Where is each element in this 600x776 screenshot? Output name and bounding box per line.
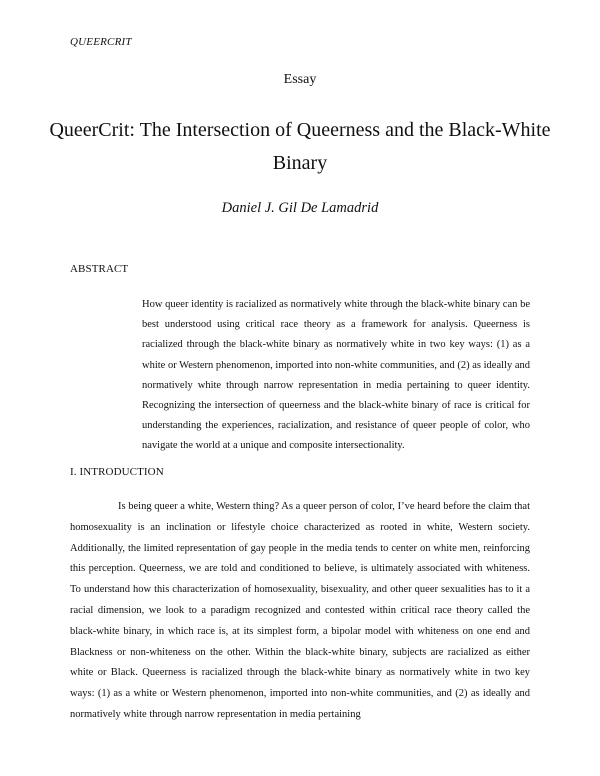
- abstract-heading: ABSTRACT: [70, 263, 129, 275]
- abstract-text: How queer identity is racialized as normatively white through the black-white binary can be best understood using critical race theory as a framework for analysis. Queerness is racialized through the black-white binary as normatively white in two key ways: (1) as a white or Western phenomenon, imported into non-white communities, and (2) as ideally and normatively white through narrow representation in media pertaining to queer identity. Recognizing the intersection of queerness and the black-white binary of race is critical for understanding the experiences, racialization, and resistance of queer people of color, who navigate the world at a unique and composite intersectionality.: [142, 299, 530, 452]
- article-title: QueerCrit: The Intersection of Queerness and the Black-White Binary: [49, 119, 551, 174]
- introduction-heading: I. INTRODUCTION: [70, 466, 164, 478]
- article-type: Essay: [283, 72, 317, 87]
- running-head: QUEERCRIT: [70, 36, 132, 48]
- introduction-text: Is being queer a white, Western thing? As a queer person of color, I’ve heard before the claim that homosexuality is an inclination or lifestyle choice characterized as rooted in white, Western society. Additionally, the limited representation of gay people in the media tends to center on white men, reinforcing this perception. Queerness, we are told and conditioned to believe, is ultimately associated with whiteness. To understand how this characterization of homosexuality, bisexuality, and other queer sexualities has to it a racial dimension, we look to a paradigm recognized and contested within critical race theory called the black-white binary, in which race is, at its simplest form, a bipolar model with whiteness on one end and Blackness or non-whiteness on the other. Within the black-white binary, subjects are racialized as either white or Black. Queerness is racialized through the black-white binary as normatively white in two key ways: (1) as a white or Western phenomenon, imported into non-white communities, and (2) as ideally and normatively white through narrow representation in media pertaining: [70, 501, 530, 720]
- author-name: Daniel J. Gil De Lamadrid: [221, 200, 379, 216]
